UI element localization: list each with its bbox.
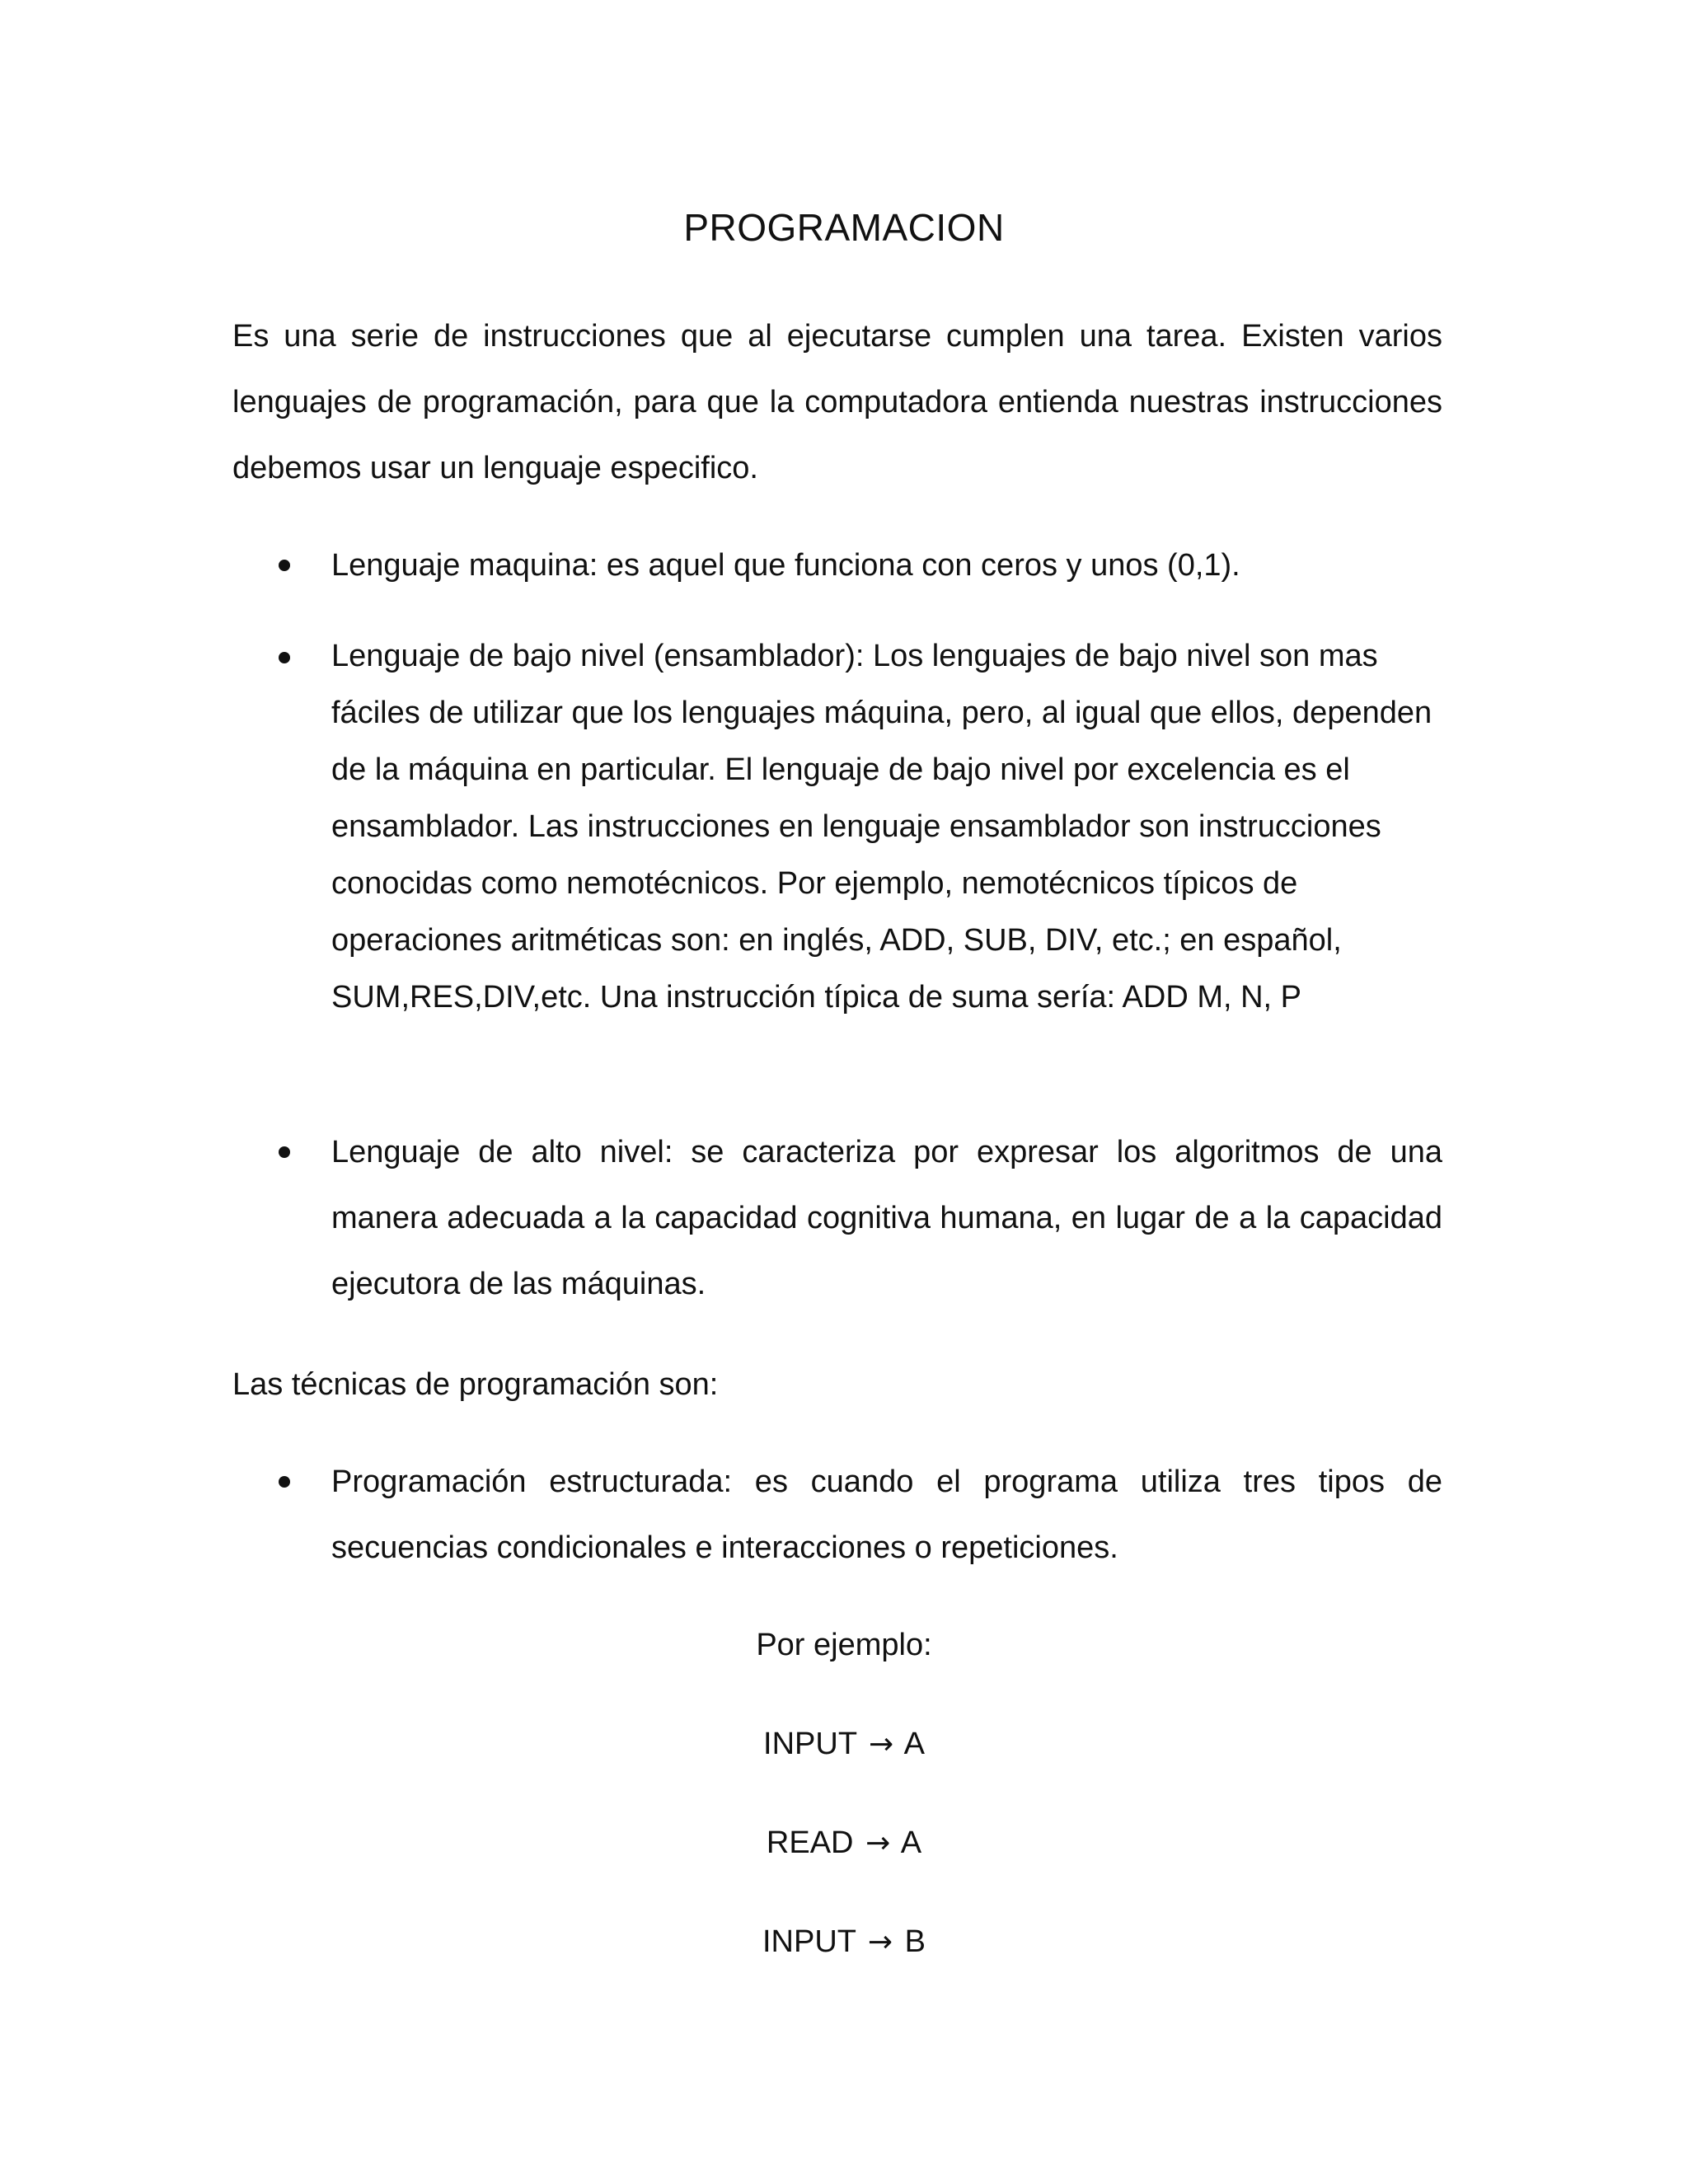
techniques-heading: Las técnicas de programación son:	[232, 1367, 719, 1402]
arrow-right-icon: →	[867, 1925, 893, 1959]
example-line	[0, 1917, 1688, 1967]
example-line-left: INPUT	[763, 1727, 857, 1761]
example-line-left: INPUT	[762, 1924, 856, 1959]
list-item-text: Lenguaje de bajo nivel (ensamblador): Los lenguajes de bajo nivel son mas fáciles de utilizar que los lenguajes máquina, pero, al igual que ellos, dependen de la máquina en particular. El lenguaje de bajo nivel por excelencia es el ensamblador. Las instrucciones en lenguaje ensamblador son instrucciones conocidas como nemotécnicos. Por ejemplo, nemotécnicos típicos de operaciones aritméticas son: en inglés, ADD, SUB, DIV, etc.; en español, SUM,RES,DIV,etc. Una instrucción típica de suma sería: ADD M, N, P	[331, 639, 1432, 1015]
example-line-right: A	[900, 1825, 922, 1860]
list-item-text: Programación estructurada: es cuando el programa utiliza tres tipos de secuencias condicionales e interacciones o repeticiones.	[331, 1465, 1442, 1565]
example-line-right: A	[903, 1727, 925, 1761]
bullet-icon	[279, 652, 290, 663]
example-label: Por ejemplo:	[756, 1628, 932, 1662]
example-line	[0, 1818, 1688, 1868]
bullet-icon	[279, 1146, 290, 1158]
list-item-text: Lenguaje maquina: es aquel que funciona con ceros y unos (0,1).	[331, 548, 1240, 583]
example-line	[0, 1719, 1688, 1769]
list-item-text: Lenguaje de alto nivel: se caracteriza por expresar los algoritmos de una manera adecuada a la capacidad cognitiva humana, en lugar de a la capacidad ejecutora de las máquinas.	[331, 1135, 1442, 1301]
page-title: PROGRAMACION	[683, 206, 1005, 249]
example-line-left: READ	[766, 1825, 854, 1860]
intro-paragraph: Es una serie de instrucciones que al ejecutarse cumplen una tarea. Existen varios lenguajes de programación, para que la computadora entienda nuestras instrucciones debemos usar un lenguaje especifico.	[232, 319, 1442, 485]
example-line-right: B	[904, 1924, 926, 1959]
arrow-right-icon: →	[865, 1826, 891, 1860]
arrow-right-icon: →	[868, 1727, 894, 1761]
bullet-icon	[279, 560, 290, 571]
bullet-icon	[279, 1476, 290, 1488]
